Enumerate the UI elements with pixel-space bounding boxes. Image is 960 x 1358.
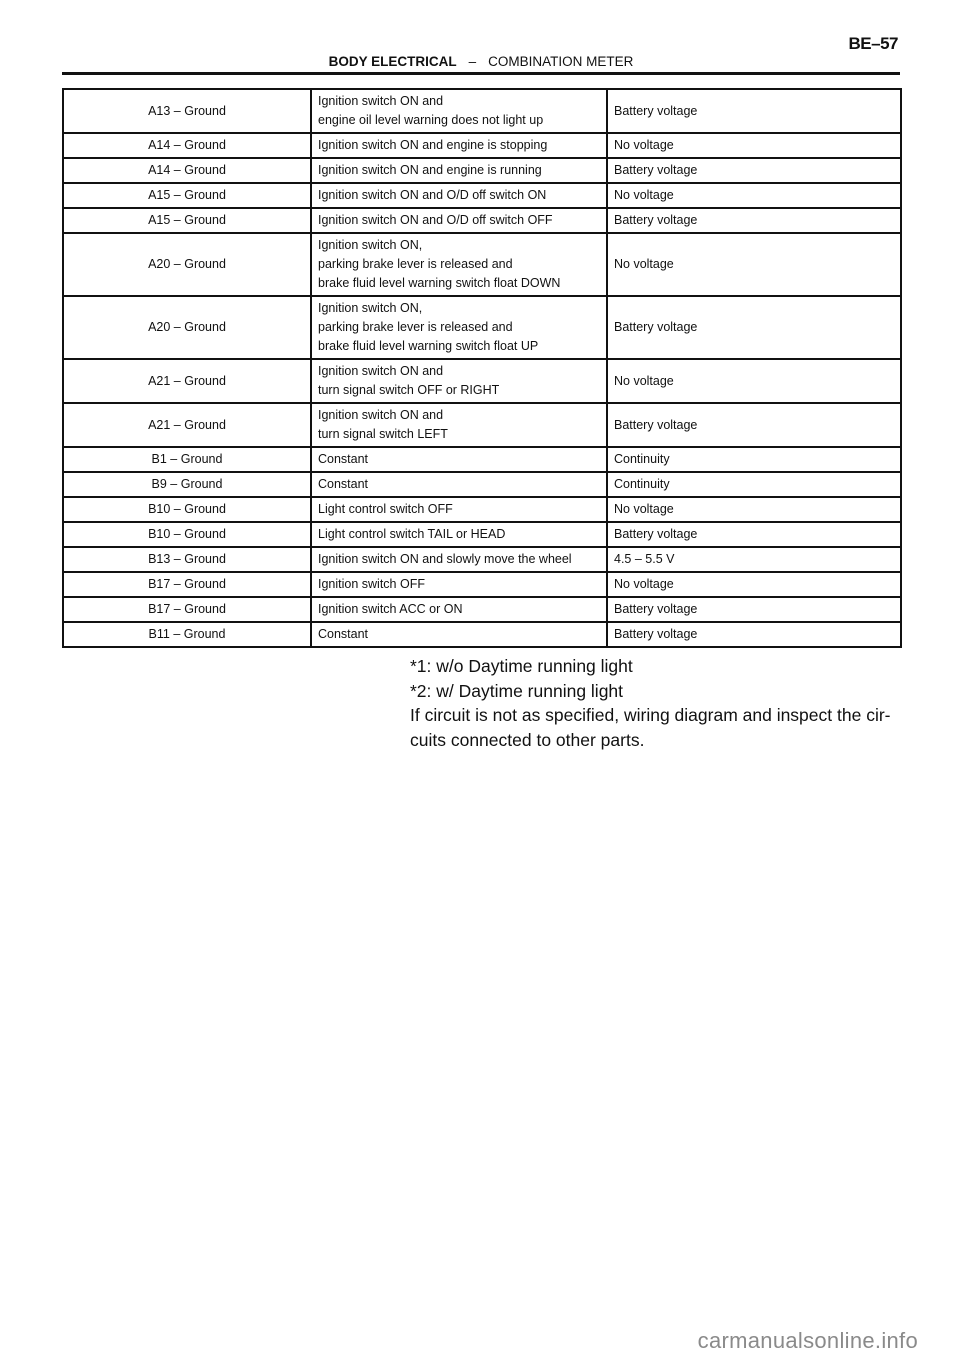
condition-line: Light control switch TAIL or HEAD	[318, 527, 506, 541]
table-row	[63, 522, 901, 547]
spec-cell: Battery voltage	[607, 158, 901, 183]
spec-cell: No voltage	[607, 133, 901, 158]
spec-cell: Battery voltage	[607, 522, 901, 547]
terminal-cell: A15 – Ground	[63, 183, 311, 208]
condition-line: Ignition switch ON,	[318, 238, 423, 252]
condition-line: Ignition switch ON and engine is stopping	[318, 138, 548, 152]
terminal-cell: A14 – Ground	[63, 133, 311, 158]
condition-line: Ignition switch ON and engine is running	[318, 163, 542, 177]
footnote-1: *1: w/o Daytime running light	[410, 656, 633, 676]
spec-cell: Battery voltage	[607, 208, 901, 233]
header-subsection: COMBINATION METER	[488, 54, 634, 69]
table-row	[63, 472, 901, 497]
condition-cell	[311, 89, 607, 133]
terminal-cell: A15 – Ground	[63, 208, 311, 233]
terminal-cell: B10 – Ground	[63, 522, 311, 547]
condition-line: Ignition switch ON and slowly move the wheel	[318, 552, 572, 566]
spec-cell: No voltage	[607, 183, 901, 208]
spec-cell: No voltage	[607, 233, 901, 296]
terminal-inspection-table	[62, 88, 902, 648]
header-section: BODY ELECTRICAL	[328, 54, 457, 69]
watermark: carmanualsonline.info	[697, 1328, 918, 1353]
spec-cell: Battery voltage	[607, 622, 901, 647]
spec-cell: No voltage	[607, 572, 901, 597]
terminal-cell: A13 – Ground	[63, 89, 311, 133]
table-row	[63, 233, 901, 296]
terminal-cell: A20 – Ground	[63, 296, 311, 359]
terminal-cell: B10 – Ground	[63, 497, 311, 522]
condition-line: brake fluid level warning switch float UP	[318, 339, 539, 353]
condition-line: brake fluid level warning switch float DOWN	[318, 276, 561, 290]
condition-cell	[311, 597, 607, 622]
condition-line: Ignition switch ON and	[318, 94, 444, 108]
condition-cell	[311, 447, 607, 472]
terminal-cell: B17 – Ground	[63, 597, 311, 622]
instruction-line: cuits connected to other parts.	[410, 729, 645, 750]
condition-line: Ignition switch ON and O/D off switch OFF	[318, 213, 553, 227]
table-row	[63, 597, 901, 622]
table-row	[63, 183, 901, 208]
spec-cell: Battery voltage	[607, 597, 901, 622]
table-row	[63, 547, 901, 572]
table-row	[63, 403, 901, 447]
condition-cell	[311, 359, 607, 403]
table-row	[63, 133, 901, 158]
condition-cell	[311, 133, 607, 158]
table-row	[63, 622, 901, 647]
terminal-cell: B9 – Ground	[63, 472, 311, 497]
spec-cell: Battery voltage	[607, 403, 901, 447]
terminal-cell: B11 – Ground	[63, 622, 311, 647]
condition-cell	[311, 472, 607, 497]
condition-line: turn signal switch OFF or RIGHT	[318, 383, 500, 397]
spec-cell: No voltage	[607, 359, 901, 403]
spec-cell: Continuity	[607, 447, 901, 472]
condition-cell	[311, 522, 607, 547]
condition-line: Constant	[318, 627, 369, 641]
terminal-cell: A21 – Ground	[63, 403, 311, 447]
terminal-cell: A14 – Ground	[63, 158, 311, 183]
page-number: BE–57	[848, 34, 898, 53]
condition-cell	[311, 547, 607, 572]
spec-cell: 4.5 – 5.5 V	[607, 547, 901, 572]
condition-line: Ignition switch ON,	[318, 301, 423, 315]
condition-line: Ignition switch ON and	[318, 408, 444, 422]
condition-line: parking brake lever is released and	[318, 320, 513, 334]
condition-cell	[311, 183, 607, 208]
table-row	[63, 359, 901, 403]
condition-cell	[311, 622, 607, 647]
terminal-cell: B1 – Ground	[63, 447, 311, 472]
page-header	[62, 54, 900, 75]
table-body	[63, 89, 901, 647]
condition-cell	[311, 158, 607, 183]
condition-line: Ignition switch ON and O/D off switch ON	[318, 188, 547, 202]
table-row	[63, 296, 901, 359]
footnote-2: *2: w/ Daytime running light	[410, 680, 624, 701]
spec-cell: Battery voltage	[607, 296, 901, 359]
instruction-line: If circuit is not as specified, wiring diagram and inspect the cir-	[410, 705, 891, 725]
terminal-cell: B13 – Ground	[63, 547, 311, 572]
condition-line: turn signal switch LEFT	[318, 427, 448, 441]
table-row	[63, 89, 901, 133]
condition-cell	[311, 296, 607, 359]
table-row	[63, 158, 901, 183]
condition-line: Constant	[318, 452, 369, 466]
condition-line: Ignition switch OFF	[318, 577, 425, 591]
terminal-cell: A21 – Ground	[63, 359, 311, 403]
condition-cell	[311, 208, 607, 233]
spec-cell: Battery voltage	[607, 89, 901, 133]
condition-line: Ignition switch ON and	[318, 364, 444, 378]
condition-line: parking brake lever is released and	[318, 257, 513, 271]
header-separator: –	[468, 54, 477, 69]
condition-cell	[311, 403, 607, 447]
table-row	[63, 497, 901, 522]
condition-line: Light control switch OFF	[318, 502, 453, 516]
spec-cell: Continuity	[607, 472, 901, 497]
condition-line: Ignition switch ACC or ON	[318, 602, 463, 616]
table-row	[63, 572, 901, 597]
terminal-cell: A20 – Ground	[63, 233, 311, 296]
condition-cell	[311, 233, 607, 296]
condition-line: Constant	[318, 477, 369, 491]
terminal-cell: B17 – Ground	[63, 572, 311, 597]
condition-line: engine oil level warning does not light up	[318, 113, 544, 127]
condition-cell	[311, 497, 607, 522]
table-row	[63, 447, 901, 472]
notes-block	[410, 654, 910, 752]
table-row	[63, 208, 901, 233]
condition-cell	[311, 572, 607, 597]
spec-cell: No voltage	[607, 497, 901, 522]
